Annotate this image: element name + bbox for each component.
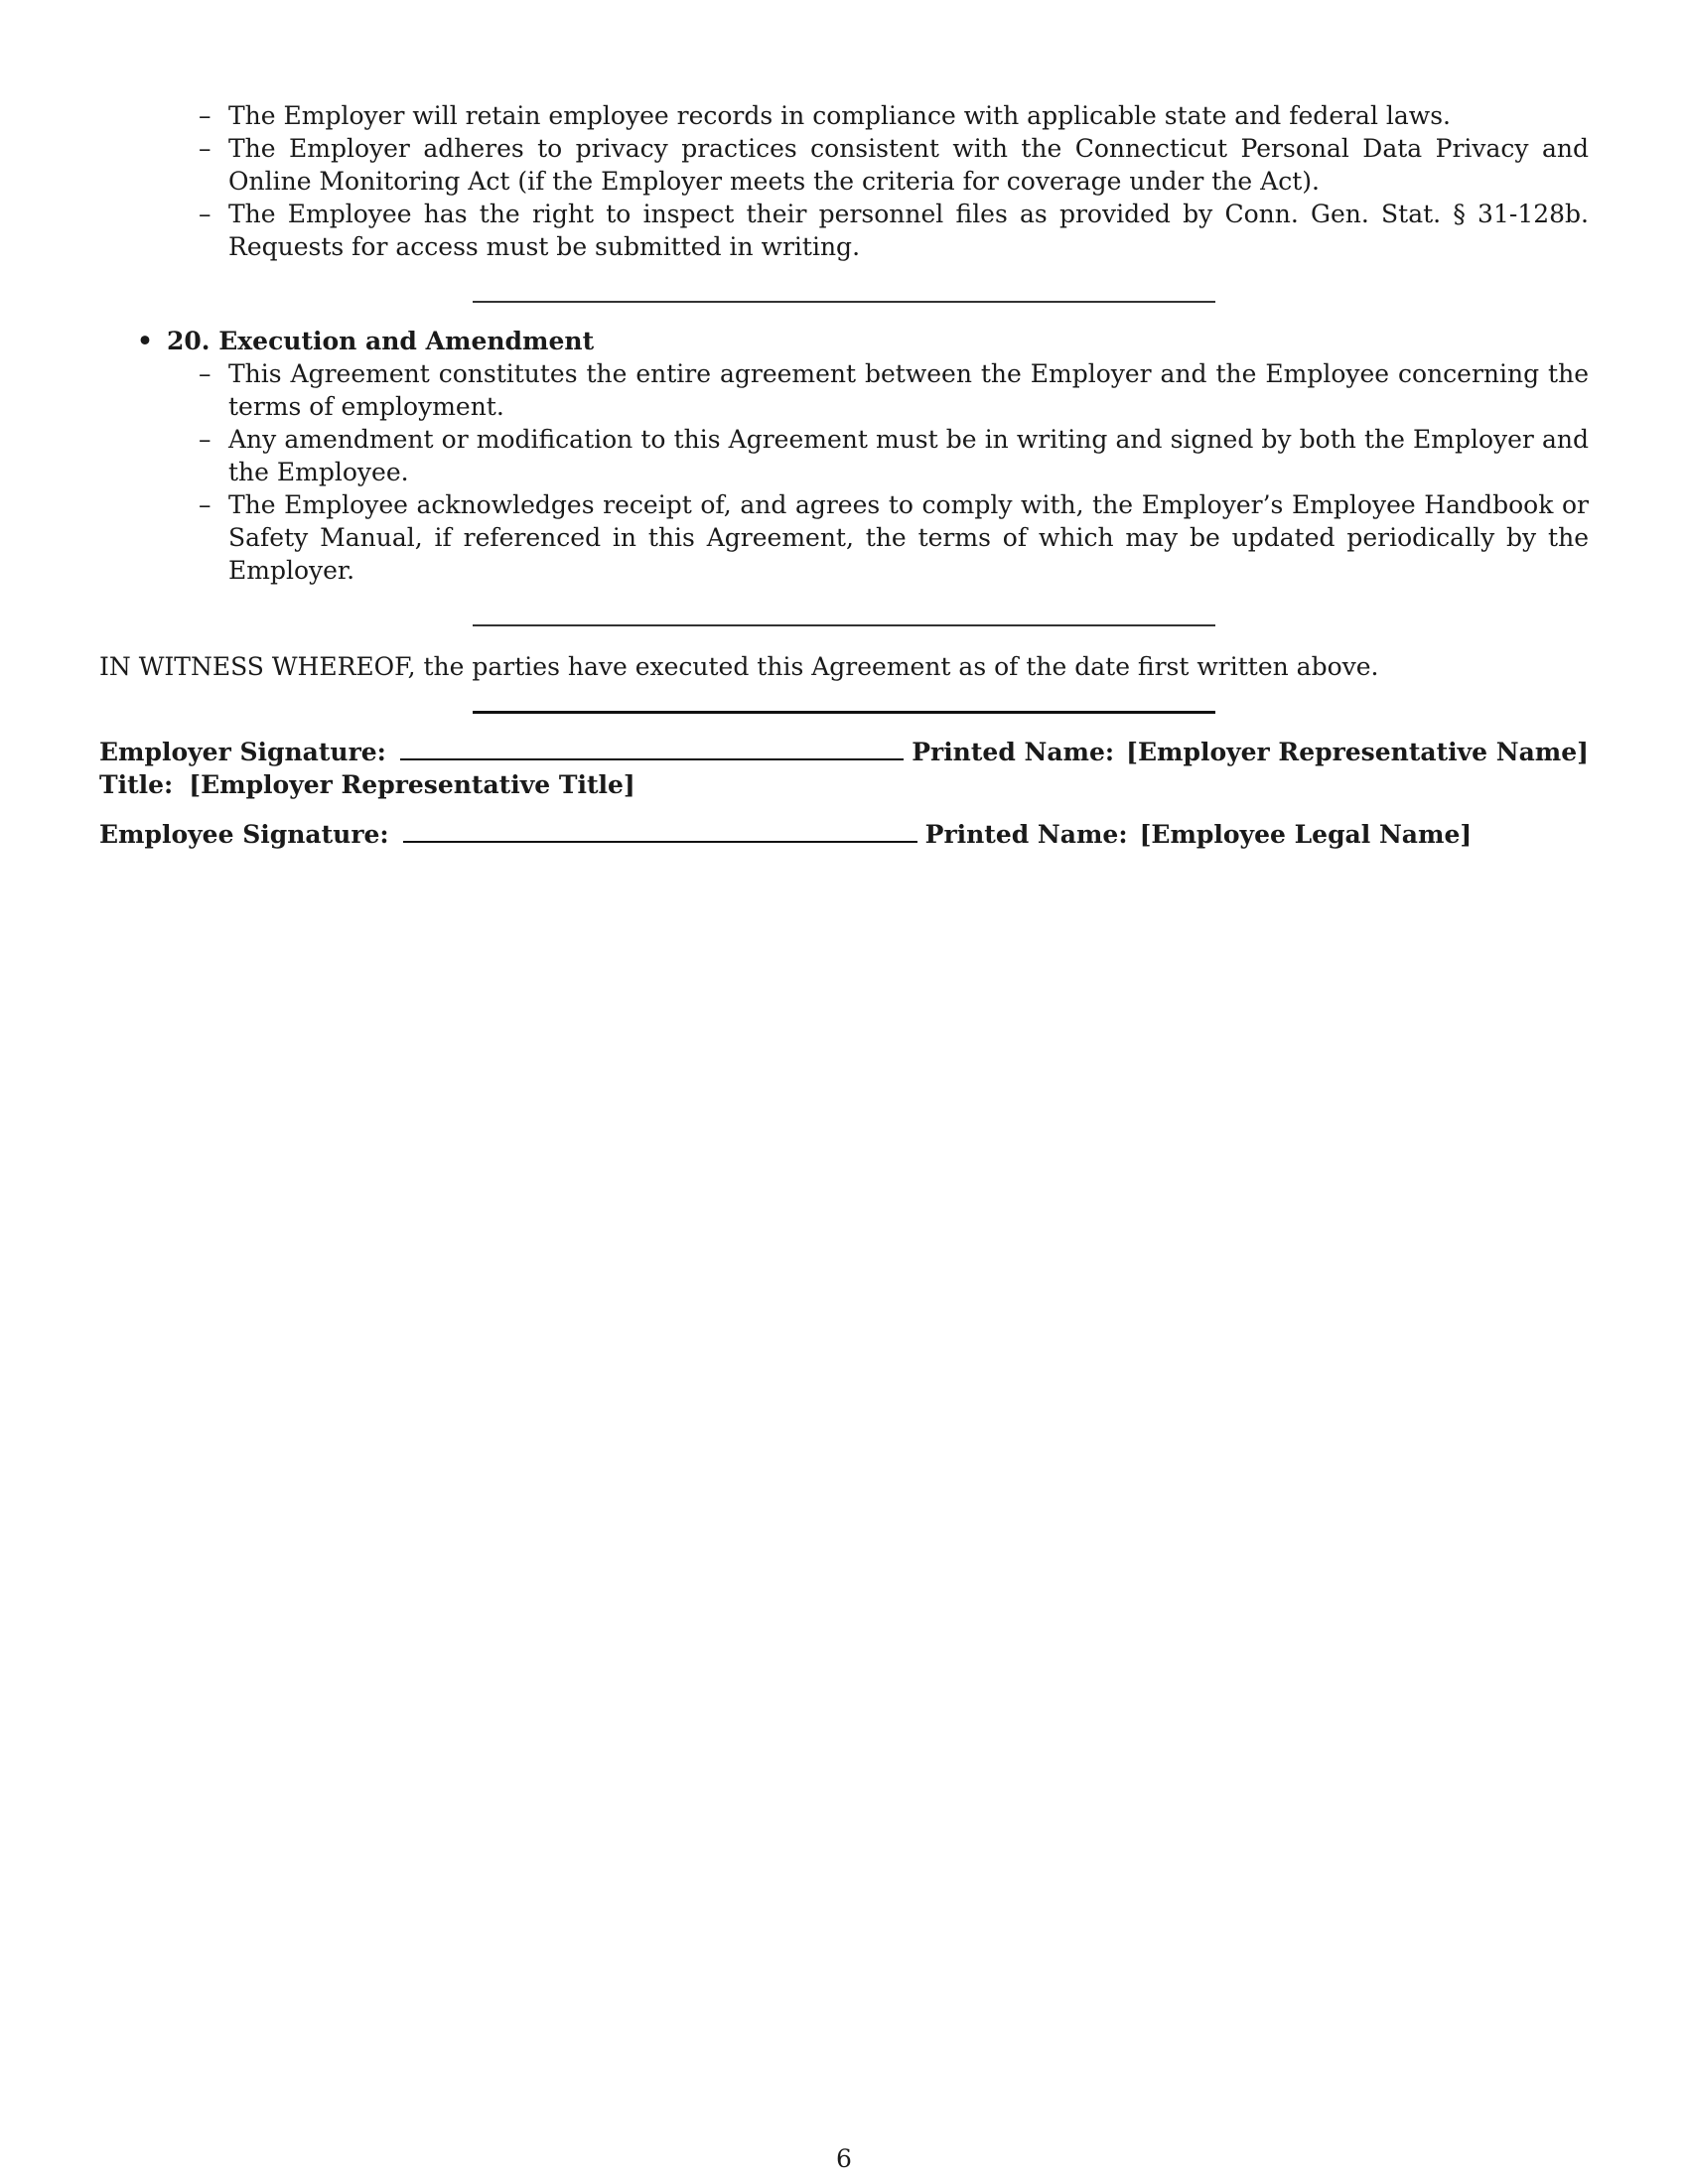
employer-signature-row [99, 736, 1589, 768]
signature-divider [473, 711, 1215, 714]
employer-title-value: [Employer Representative Title] [189, 770, 635, 799]
bullet-icon: • [137, 327, 153, 355]
employer-signature-label: Employer Signature: [99, 738, 386, 766]
employee-signature-row [99, 818, 1589, 851]
document-page [99, 99, 1589, 851]
list-item: – The Employer will retain employee records in compliance with applicable state and federal laws. [228, 99, 1589, 132]
section-divider [473, 624, 1215, 626]
employer-signature-field[interactable] [400, 737, 904, 760]
list-item: – This Agreement constitutes the entire agreement between the Employer and the Employee concerning the terms of employment. [228, 357, 1589, 423]
employer-printed-name-value: [Employer Representative Name] [1126, 738, 1589, 766]
section-20-heading [99, 325, 1589, 357]
list-item: – The Employee acknowledges receipt of, and agrees to comply with, the Employer’s Employee Handbook or Safety Manual, if referenced in this Agreement, the terms of which may be updated periodically by the Employer. [228, 488, 1589, 587]
section-divider [473, 301, 1215, 303]
employee-signature-field[interactable] [403, 819, 917, 843]
employee-printed-name-value: [Employee Legal Name] [1139, 820, 1473, 849]
list-item: – The Employer adheres to privacy practices consistent with the Connecticut Personal Data Privacy and Online Monitoring Act (if the Employer meets the criteria for coverage under the Act). [228, 132, 1589, 198]
section-19-list [99, 99, 1589, 263]
employer-title-label: Title: [99, 770, 174, 799]
employer-title-row [99, 768, 1589, 801]
list-item: – The Employee has the right to inspect their personnel files as provided by Conn. Gen. Stat. § 31-128b. Requests for access must be submitted in writing. [228, 198, 1589, 263]
witness-clause: IN WITNESS WHEREOF, the parties have executed this Agreement as of the date first written above. [99, 652, 1379, 681]
list-item: – Any amendment or modification to this Agreement must be in writing and signed by both the Employer and the Employee. [228, 423, 1589, 488]
employee-printed-name-label: Printed Name: [924, 820, 1128, 849]
page-number: 6 [836, 2144, 852, 2173]
section-20-title: 20. Execution and Amendment [167, 327, 595, 355]
employer-printed-name-label: Printed Name: [912, 738, 1115, 766]
section-20-list [99, 357, 1589, 587]
employee-signature-label: Employee Signature: [99, 820, 389, 849]
